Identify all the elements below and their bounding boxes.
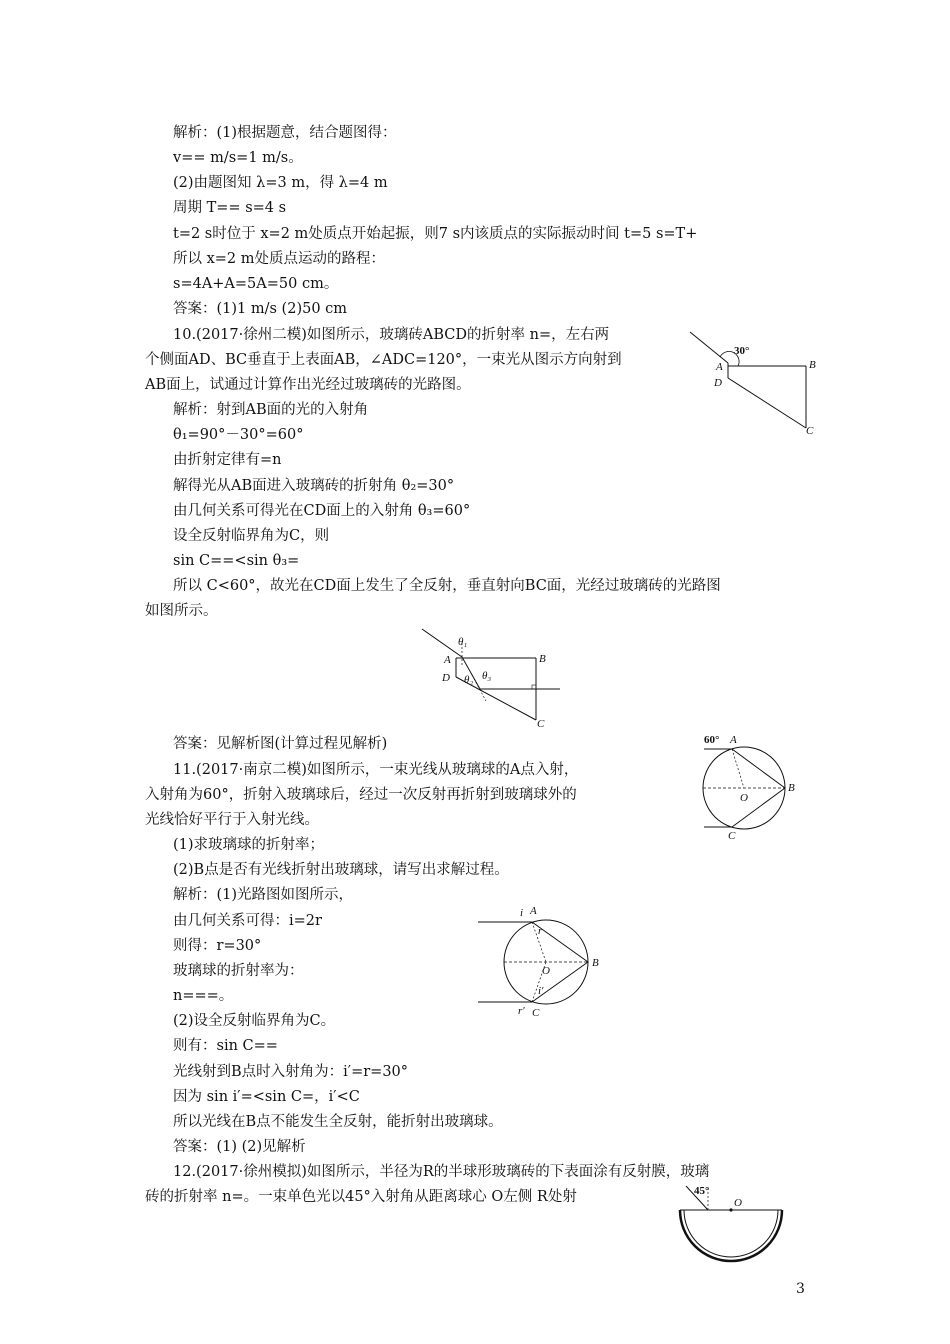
q11-line-3: 光线恰好平行于入射光线。 bbox=[145, 812, 319, 828]
q9-line-6: 所以 x=2 m处质点运动的路程： bbox=[173, 251, 386, 267]
label-i: i bbox=[520, 907, 524, 919]
figure-q11-solution bbox=[476, 902, 606, 1022]
q10-line-11: 所以 C<60°，故光在CD面上发生了全反射，垂直射向BC面，光经过玻璃砖的光路图 bbox=[173, 578, 721, 594]
q10-line-12: 如图所示。 bbox=[145, 603, 218, 619]
figure-q10-solution bbox=[420, 625, 570, 730]
q9-line-7: s=4A+A=5A=50 cm。 bbox=[173, 276, 339, 292]
label-theta3: θ₃ bbox=[482, 670, 492, 682]
q10-line-6: 由折射定律有=n bbox=[173, 452, 282, 468]
q10-line-9: 设全反射临界角为C，则 bbox=[173, 528, 330, 544]
q11-line-4: (1)求玻璃球的折射率； bbox=[173, 837, 325, 853]
label-c: C bbox=[532, 1007, 540, 1019]
q10-line-5: θ₁=90°－30°=60° bbox=[173, 427, 304, 443]
q11-line-13: 光线射到B点时入射角为：i′=r=30° bbox=[173, 1064, 409, 1080]
label-b: B bbox=[788, 782, 795, 794]
label-c: C bbox=[537, 718, 545, 730]
label-o: O bbox=[542, 965, 550, 977]
q11-line-6: 解析：(1)光路图如图所示， bbox=[173, 887, 354, 903]
label-theta1: θ₁ bbox=[458, 636, 468, 648]
label-a: A bbox=[716, 361, 723, 373]
label-a: A bbox=[444, 654, 451, 666]
q11-line-7: 由几何关系可得：i=2r bbox=[173, 913, 322, 929]
q10-line-2: 个侧面AD、BC垂直于上表面AB，∠ADC=120°，一束光从图示方向射到 bbox=[145, 352, 622, 368]
label-b: B bbox=[809, 359, 816, 371]
q10-line-10: sin C==<sin θ₃= bbox=[173, 553, 300, 569]
q11-line-14: 因为 sin i′=<sin C=，i′<C bbox=[173, 1089, 360, 1105]
q10-line-8: 由几何关系可得光在CD面上的入射角 θ₃=60° bbox=[173, 503, 471, 519]
q11-line-10: n===。 bbox=[173, 988, 234, 1004]
label-c: C bbox=[728, 830, 736, 842]
q11-line-12: 则有：sin C== bbox=[173, 1038, 278, 1054]
q11-line-2: 入射角为60°，折射入玻璃球后，经过一次反射再折射到玻璃球外的 bbox=[145, 787, 577, 803]
label-a: A bbox=[730, 734, 737, 746]
q9-line-1: 解析：(1)根据题意，结合题图得： bbox=[173, 125, 397, 141]
q9-line-3: (2)由题图知 λ=3 m，得 λ=4 m bbox=[173, 175, 388, 191]
label-a: A bbox=[530, 905, 537, 917]
label-r: r bbox=[538, 925, 543, 937]
label-i-prime: i′ bbox=[538, 985, 544, 997]
figure-q10 bbox=[688, 330, 828, 435]
label-b: B bbox=[539, 653, 546, 665]
label-b: B bbox=[592, 957, 599, 969]
q9-line-4: 周期 T== s=4 s bbox=[173, 200, 287, 216]
q11-line-9: 玻璃球的折射率为： bbox=[173, 963, 304, 979]
label-angle-30: 30° bbox=[734, 345, 750, 357]
q11-line-5: (2)B点是否有光线折射出玻璃球，请写出求解过程。 bbox=[173, 862, 509, 878]
label-angle-60: 60° bbox=[704, 734, 720, 746]
q9-line-5: t=2 s时位于 x=2 m处质点开始起振，则7 s内该质点的实际振动时间 t=5 s=T+ bbox=[173, 226, 698, 242]
q10-line-1: 10.(2017·徐州二模)如图所示，玻璃砖ABCD的折射率 n=，左右两 bbox=[173, 327, 610, 343]
q10-line-3: AB面上，试通过计算作出光经过玻璃砖的光路图。 bbox=[145, 377, 471, 393]
q12-line-2: 砖的折射率 n=。一束单色光以45°入射角从距离球心 O左侧 R处射 bbox=[145, 1189, 577, 1205]
q12-line-1: 12.(2017·徐州模拟)如图所示，半径为R的半球形玻璃砖的下表面涂有反射膜，玻璃 bbox=[173, 1164, 710, 1180]
label-d: D bbox=[442, 672, 450, 684]
q11-line-15: 所以光线在B点不能发生全反射，能折射出玻璃球。 bbox=[173, 1114, 503, 1130]
label-o: O bbox=[734, 1197, 742, 1209]
label-theta2: θ₂ bbox=[464, 674, 474, 686]
q9-answer: 答案：(1)1 m/s (2)50 cm bbox=[173, 301, 348, 317]
label-angle-45: 45° bbox=[694, 1185, 710, 1197]
figure-q11 bbox=[702, 733, 812, 843]
label-c: C bbox=[806, 425, 814, 435]
q10-answer: 答案：见解析图(计算过程见解析) bbox=[173, 736, 388, 752]
page-number: 3 bbox=[796, 1281, 805, 1297]
figure-q12 bbox=[676, 1180, 786, 1280]
q11-line-8: 则得：r=30° bbox=[173, 938, 262, 954]
label-o: O bbox=[740, 792, 748, 804]
q9-line-2: v== m/s=1 m/s。 bbox=[173, 150, 303, 166]
q10-line-7: 解得光从AB面进入玻璃砖的折射角 θ₂=30° bbox=[173, 478, 455, 494]
q10-line-4: 解析：射到AB面的光的入射角 bbox=[173, 402, 369, 418]
q11-line-1: 11.(2017·南京二模)如图所示，一束光线从玻璃球的A点入射， bbox=[173, 762, 579, 778]
q11-line-11: (2)设全反射临界角为C。 bbox=[173, 1013, 336, 1029]
label-r-prime: r′ bbox=[518, 1005, 525, 1017]
q11-answer: 答案：(1) (2)见解析 bbox=[173, 1139, 306, 1155]
label-d: D bbox=[714, 377, 722, 389]
